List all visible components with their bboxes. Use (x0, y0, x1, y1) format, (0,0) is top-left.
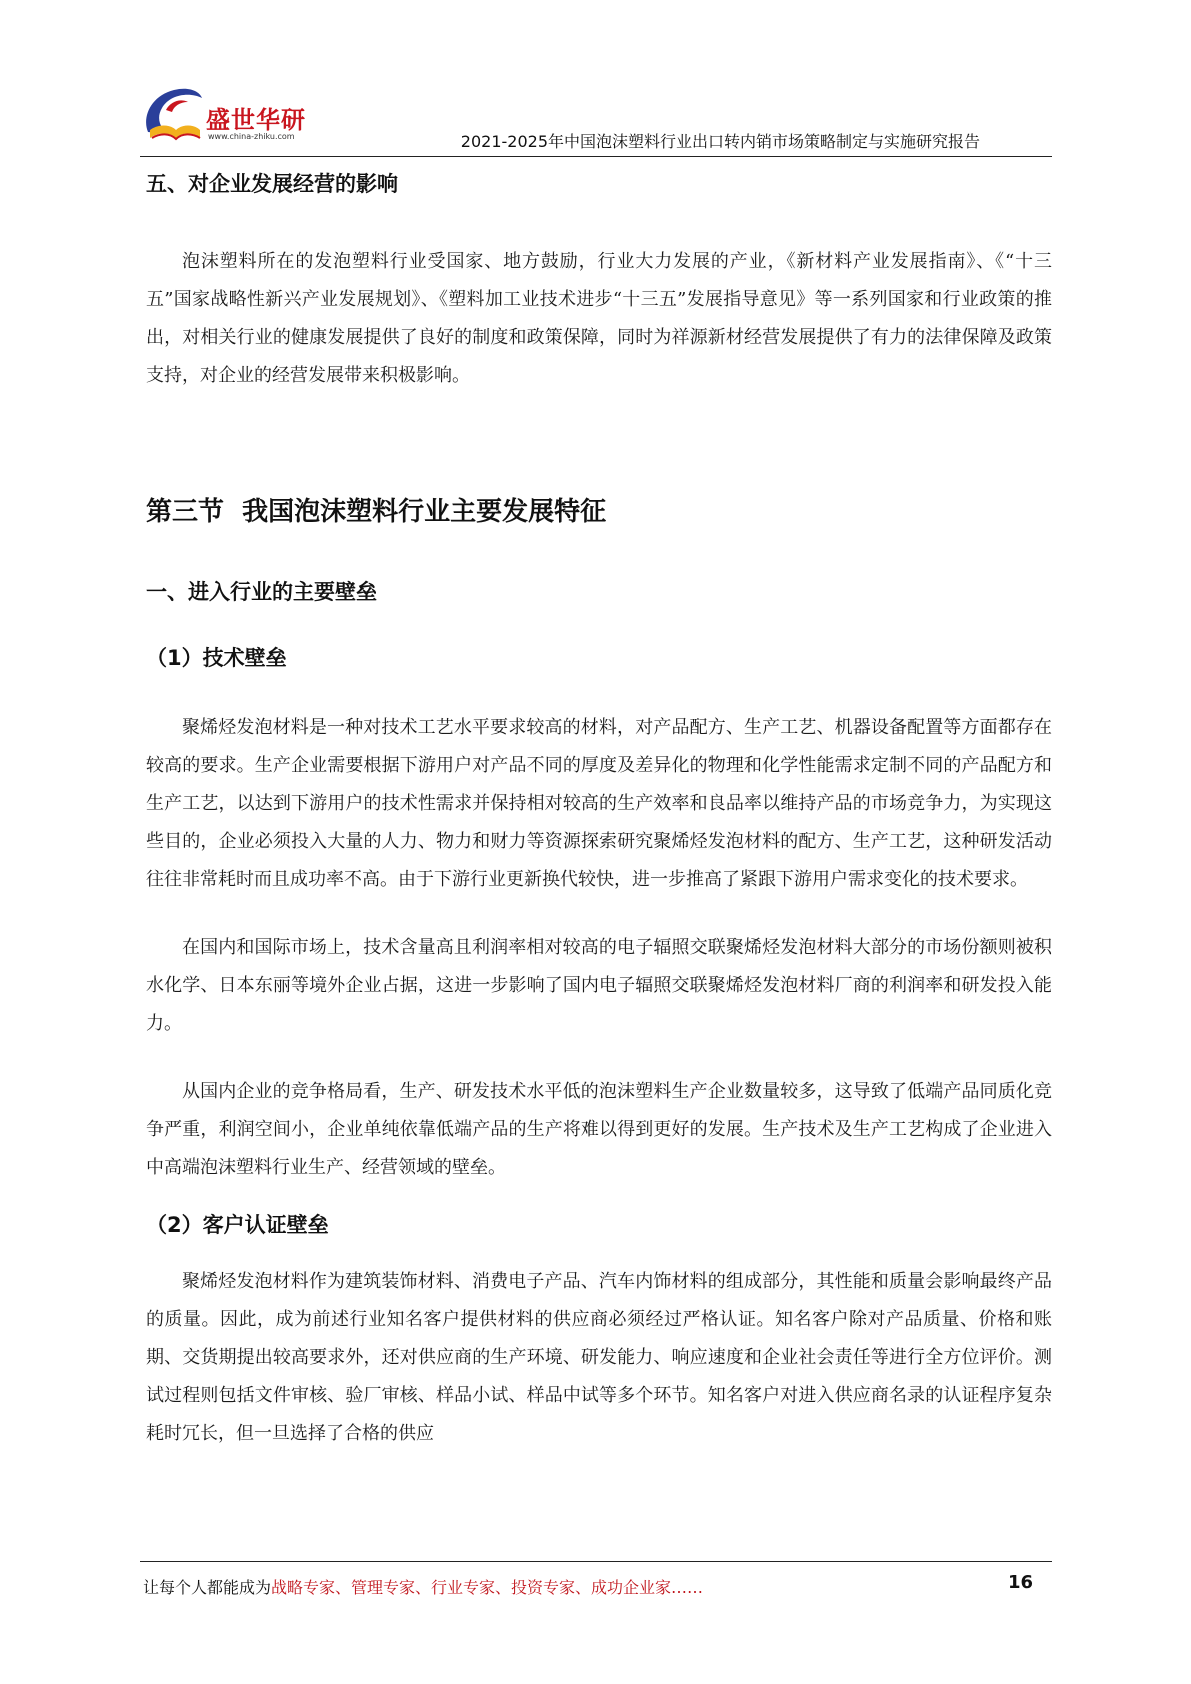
footer-slogan (143, 1575, 703, 1598)
subsection-heading-customer-barrier: （2）客户认证壁垒 (146, 1213, 329, 1237)
header-divider (140, 156, 1052, 157)
paragraph: 聚烯烃发泡材料作为建筑装饰材料、消费电子产品、汽车内饰材料的组成部分，其性能和质量会影响最终产品的质量。因此，成为前述行业知名客户提供材料的供应商必须经过严格认证。知名客户除对产品质量、价格和账期、交货期提出较高要求外，还对供应商的生产环境、研发能力、响应速度和企业社会责任等进行全方位评价。测试过程则包括文件审核、验厂审核、样品小试、样品中试等多个环节。知名客户对进入供应商名录的认证程序复杂耗时冗长，但一旦选择了合格的供应 (146, 1271, 1052, 1444)
paragraph: 从国内企业的竞争格局看，生产、研发技术水平低的泡沫塑料生产企业数量较多，这导致了低端产品同质化竞争严重，利润空间小，企业单纯依靠低端产品的生产将难以得到更好的发展。生产技术及生产工艺构成了企业进入中高端泡沫塑料行业生产、经营领域的壁垒。 (146, 1081, 1052, 1178)
section-heading-5: 五、对企业发展经营的影响 (146, 172, 398, 196)
logo-text: 盛世华研 (206, 106, 306, 134)
section-heading-1: 一、进入行业的主要壁垒 (146, 580, 377, 604)
company-logo (140, 80, 320, 150)
slogan-prefix: 让每个人都能成为 (143, 1578, 272, 1597)
logo-emblem-icon (140, 80, 206, 150)
chapter-heading: 第三节 我国泡沫塑料行业主要发展特征 (146, 497, 607, 527)
paragraph: 在国内和国际市场上，技术含量高且利润率相对较高的电子辐照交联聚烯烃发泡材料大部分的市场份额则被积水化学、日本东丽等境外企业占据，这进一步影响了国内电子辐照交联聚烯烃发泡材料厂商的利润率和研发投入能力。 (146, 937, 1052, 1034)
paragraph: 泡沫塑料所在的发泡塑料行业受国家、地方鼓励，行业大力发展的产业，《新材料产业发展指南》、《“十三五”国家战略性新兴产业发展规划》、《塑料加工业技术进步“十三五”发展指导意见》等一系列国家和行业政策的推出，对相关行业的健康发展提供了良好的制度和政策保障，同时为祥源新材经营发展提供了有力的法律保障及政策支持，对企业的经营发展带来积极影响。 (146, 251, 1052, 386)
main-content (146, 164, 1052, 1453)
report-title: 2021-2025年中国泡沫塑料行业出口转内销市场策略制定与实施研究报告 (460, 132, 980, 151)
logo-url: www.china-zhiku.com (208, 132, 295, 141)
slogan-highlight: 战略专家、管理专家、行业专家、投资专家、成功企业家…… (271, 1578, 704, 1597)
subsection-heading-tech-barrier: （1）技术壁垒 (146, 646, 287, 670)
footer-divider (140, 1561, 1052, 1562)
page-number: 16 (1008, 1572, 1034, 1593)
paragraph: 聚烯烃发泡材料是一种对技术工艺水平要求较高的材料，对产品配方、生产工艺、机器设备配置等方面都存在较高的要求。生产企业需要根据下游用户对产品不同的厚度及差异化的物理和化学性能需求定制不同的产品配方和生产工艺，以达到下游用户的技术性需求并保持相对较高的生产效率和良品率以维持产品的市场竞争力，为实现这些目的，企业必须投入大量的人力、物力和财力等资源探索研究聚烯烃发泡材料的配方、生产工艺，这种研发活动往往非常耗时而且成功率不高。由于下游行业更新换代较快，进一步推高了紧跟下游用户需求变化的技术要求。 (146, 717, 1052, 890)
